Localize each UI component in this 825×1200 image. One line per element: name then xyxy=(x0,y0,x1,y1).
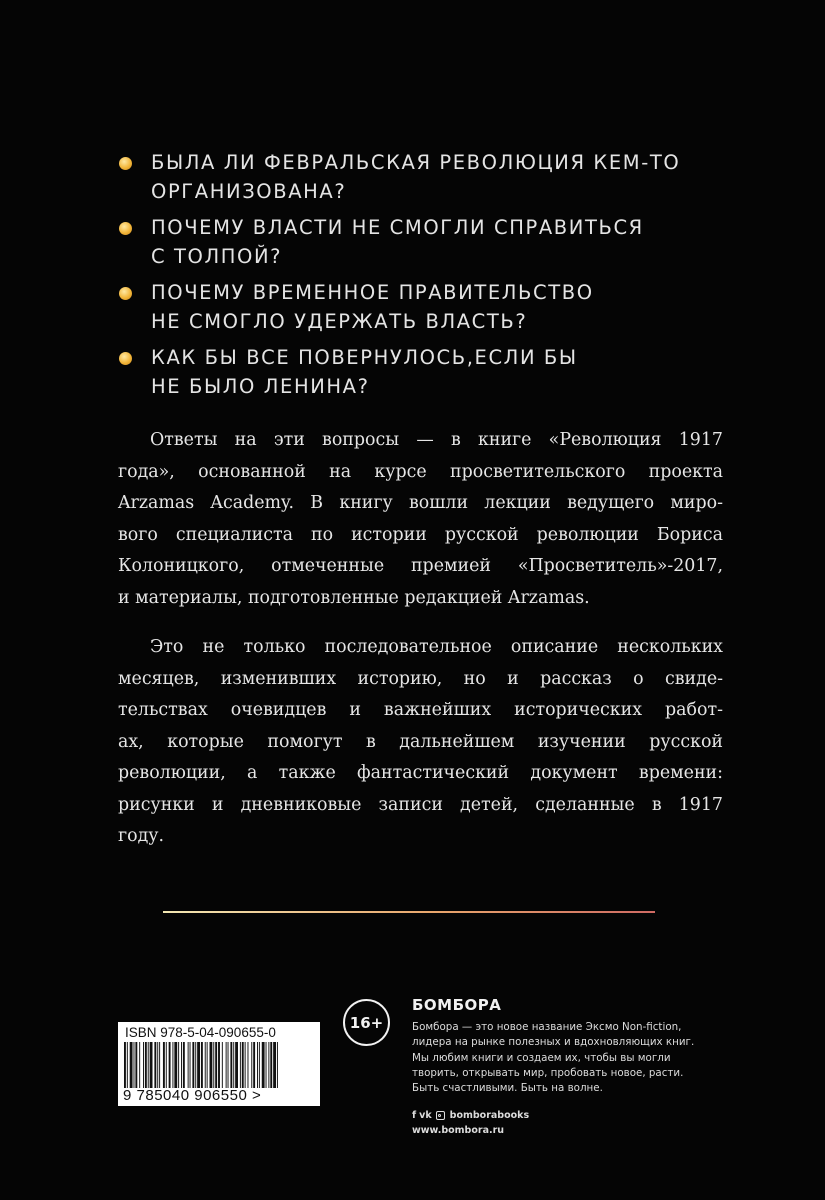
barcode-bar xyxy=(157,1042,158,1088)
question-line: С ТОЛПОЙ? xyxy=(151,245,283,268)
barcode-bar xyxy=(215,1042,217,1088)
bullet-dot-icon xyxy=(119,157,132,170)
barcode-bar xyxy=(245,1042,246,1088)
barcode-bar xyxy=(218,1042,220,1088)
bullet-dot-icon xyxy=(119,222,132,235)
publisher-description-line: Бомбора — это новое название Эксмо Non-fiction, xyxy=(412,1021,682,1033)
paragraph-line: и материалы, подготовленные редакцией Arzamas. xyxy=(118,587,590,608)
question-line: НЕ БЫЛО ЛЕНИНА? xyxy=(151,375,370,398)
barcode-bar xyxy=(154,1042,156,1088)
paragraph-line: тельствах очевидцев и важнейших исторических работ- xyxy=(118,700,723,720)
barcode-bar xyxy=(248,1042,249,1088)
barcode-label xyxy=(118,1022,320,1106)
barcode-bar xyxy=(266,1042,267,1088)
barcode-bar xyxy=(181,1042,182,1088)
barcode-bar xyxy=(205,1042,206,1088)
barcode-bar xyxy=(163,1042,165,1088)
website-link[interactable]: www.bombora.ru xyxy=(412,1125,505,1137)
barcode-bar xyxy=(273,1042,276,1088)
barcode-bar xyxy=(166,1042,167,1088)
barcode-bar xyxy=(230,1042,232,1088)
publisher-block xyxy=(412,996,722,1136)
barcode-bar xyxy=(222,1042,223,1088)
barcode-bar xyxy=(233,1042,234,1088)
description-paragraph-2 xyxy=(118,632,723,853)
instagram-icon[interactable] xyxy=(436,1111,445,1120)
bullet-dot-icon xyxy=(119,352,132,365)
barcode-bar xyxy=(240,1042,241,1088)
social-row xyxy=(412,1110,722,1121)
barcode-bars xyxy=(122,1042,316,1088)
barcode-bar xyxy=(135,1042,137,1088)
barcode-bar xyxy=(124,1042,126,1088)
barcode-bar xyxy=(143,1042,144,1088)
question-line: ОРГАНИЗОВАНА? xyxy=(151,180,347,203)
social-handle[interactable]: bomborabooks xyxy=(449,1110,530,1122)
barcode-bar xyxy=(145,1042,147,1088)
barcode-bar xyxy=(172,1042,173,1088)
barcode-bar xyxy=(270,1042,272,1088)
question-line: ПОЧЕМУ ВРЕМЕННОЕ ПРАВИТЕЛЬСТВО xyxy=(151,281,594,304)
barcode-bar xyxy=(242,1042,244,1088)
barcode-bar xyxy=(259,1042,260,1088)
barcode-bar xyxy=(207,1042,208,1088)
facebook-icon[interactable]: f xyxy=(412,1110,417,1122)
question-line: КАК БЫ ВСЕ ПОВЕРНУЛОСЬ,ЕСЛИ БЫ xyxy=(151,346,578,369)
publisher-description-line: творить, открывать мир, пробовать новое, расти. xyxy=(412,1066,684,1079)
paragraph-line: Arzamas Academy. В книгу вошли лекции ведущего миро- xyxy=(118,493,723,513)
barcode-bar xyxy=(150,1042,153,1088)
barcode-bar xyxy=(201,1042,203,1088)
barcode-bar xyxy=(268,1042,269,1088)
barcode-bar xyxy=(188,1042,189,1088)
question-item xyxy=(118,148,718,206)
question-item xyxy=(118,278,718,336)
publisher-description-line: Быть счастливыми. Быть на волне. xyxy=(412,1082,603,1095)
paragraph-line: рисунки и дневниковые записи детей, сделанные в 1917 xyxy=(118,794,723,815)
barcode-bar xyxy=(169,1042,171,1088)
barcode-bar xyxy=(183,1042,185,1088)
barcode-bar xyxy=(277,1042,278,1088)
barcode-bar xyxy=(192,1042,194,1088)
barcode-bar xyxy=(134,1042,135,1088)
question-line: БЫЛА ЛИ ФЕВРАЛЬСКАЯ РЕВОЛЮЦИЯ КЕМ-ТО xyxy=(151,151,681,174)
paragraph-line: революции, а также фантастический документ времени: xyxy=(118,763,723,783)
publisher-logo-text: БОМБОРА xyxy=(412,996,502,1014)
barcode-bar xyxy=(210,1042,213,1088)
paragraph-line: года», основанной на курсе просветительского проекта xyxy=(118,461,723,482)
paragraph-line: Ответы на эти вопросы — в книге «Революция 1917 xyxy=(150,430,723,450)
publisher-description-line: Мы любим книги и создаем их, чтобы вы могли xyxy=(412,1051,671,1064)
paragraph-line: Это не только последовательное описание нескольких xyxy=(150,637,723,657)
barcode-bar xyxy=(139,1042,140,1088)
ean-digits: 9 785040 906550 > xyxy=(123,1087,262,1104)
paragraph-line: месяцев, изменивших историю, но и рассказ о свиде- xyxy=(118,668,723,689)
paragraph-line: году. xyxy=(118,826,165,846)
barcode-bar xyxy=(195,1042,196,1088)
divider-line xyxy=(163,911,655,913)
barcode-bar xyxy=(235,1042,238,1088)
age-rating-badge: 16+ xyxy=(343,999,390,1046)
barcode-bar xyxy=(253,1042,255,1088)
barcode-bar xyxy=(127,1042,128,1088)
publisher-description-line: лидера на рынке полезных и вдохновляющих книг. xyxy=(412,1036,695,1049)
barcode-bar xyxy=(228,1042,229,1088)
barcode-bar xyxy=(178,1042,179,1088)
barcode-bar xyxy=(262,1042,265,1088)
barcode-bar xyxy=(197,1042,200,1088)
barcode-bar xyxy=(251,1042,252,1088)
barcode-bar xyxy=(130,1042,133,1088)
questions-list xyxy=(118,148,718,408)
bullet-dot-icon xyxy=(119,287,132,300)
barcode-bar xyxy=(213,1042,214,1088)
barcode-bar xyxy=(159,1042,160,1088)
publisher-description xyxy=(412,1020,722,1096)
barcode-bar xyxy=(148,1042,149,1088)
paragraph-line: Колоницкого, отмеченные премией «Просветитель»-2017, xyxy=(118,556,723,576)
barcode-bar xyxy=(174,1042,177,1088)
question-item xyxy=(118,213,718,271)
barcode-bar xyxy=(190,1042,191,1088)
barcode-bar xyxy=(226,1042,227,1088)
question-line: ПОЧЕМУ ВЛАСТИ НЕ СМОГЛИ СПРАВИТЬСЯ xyxy=(151,216,644,239)
question-line: НЕ СМОГЛО УДЕРЖАТЬ ВЛАСТЬ? xyxy=(151,310,528,333)
isbn-text: ISBN 978-5-04-090655-0 xyxy=(125,1025,276,1040)
question-item xyxy=(118,343,718,401)
vk-icon[interactable]: vk xyxy=(419,1110,432,1122)
paragraph-line: вого специалиста по истории русской революции Бориса xyxy=(118,524,723,545)
barcode-bar xyxy=(257,1042,258,1088)
description-paragraph-1 xyxy=(118,425,723,614)
paragraph-line: ах, которые помогут в дальнейшем изучении русской xyxy=(118,731,723,752)
